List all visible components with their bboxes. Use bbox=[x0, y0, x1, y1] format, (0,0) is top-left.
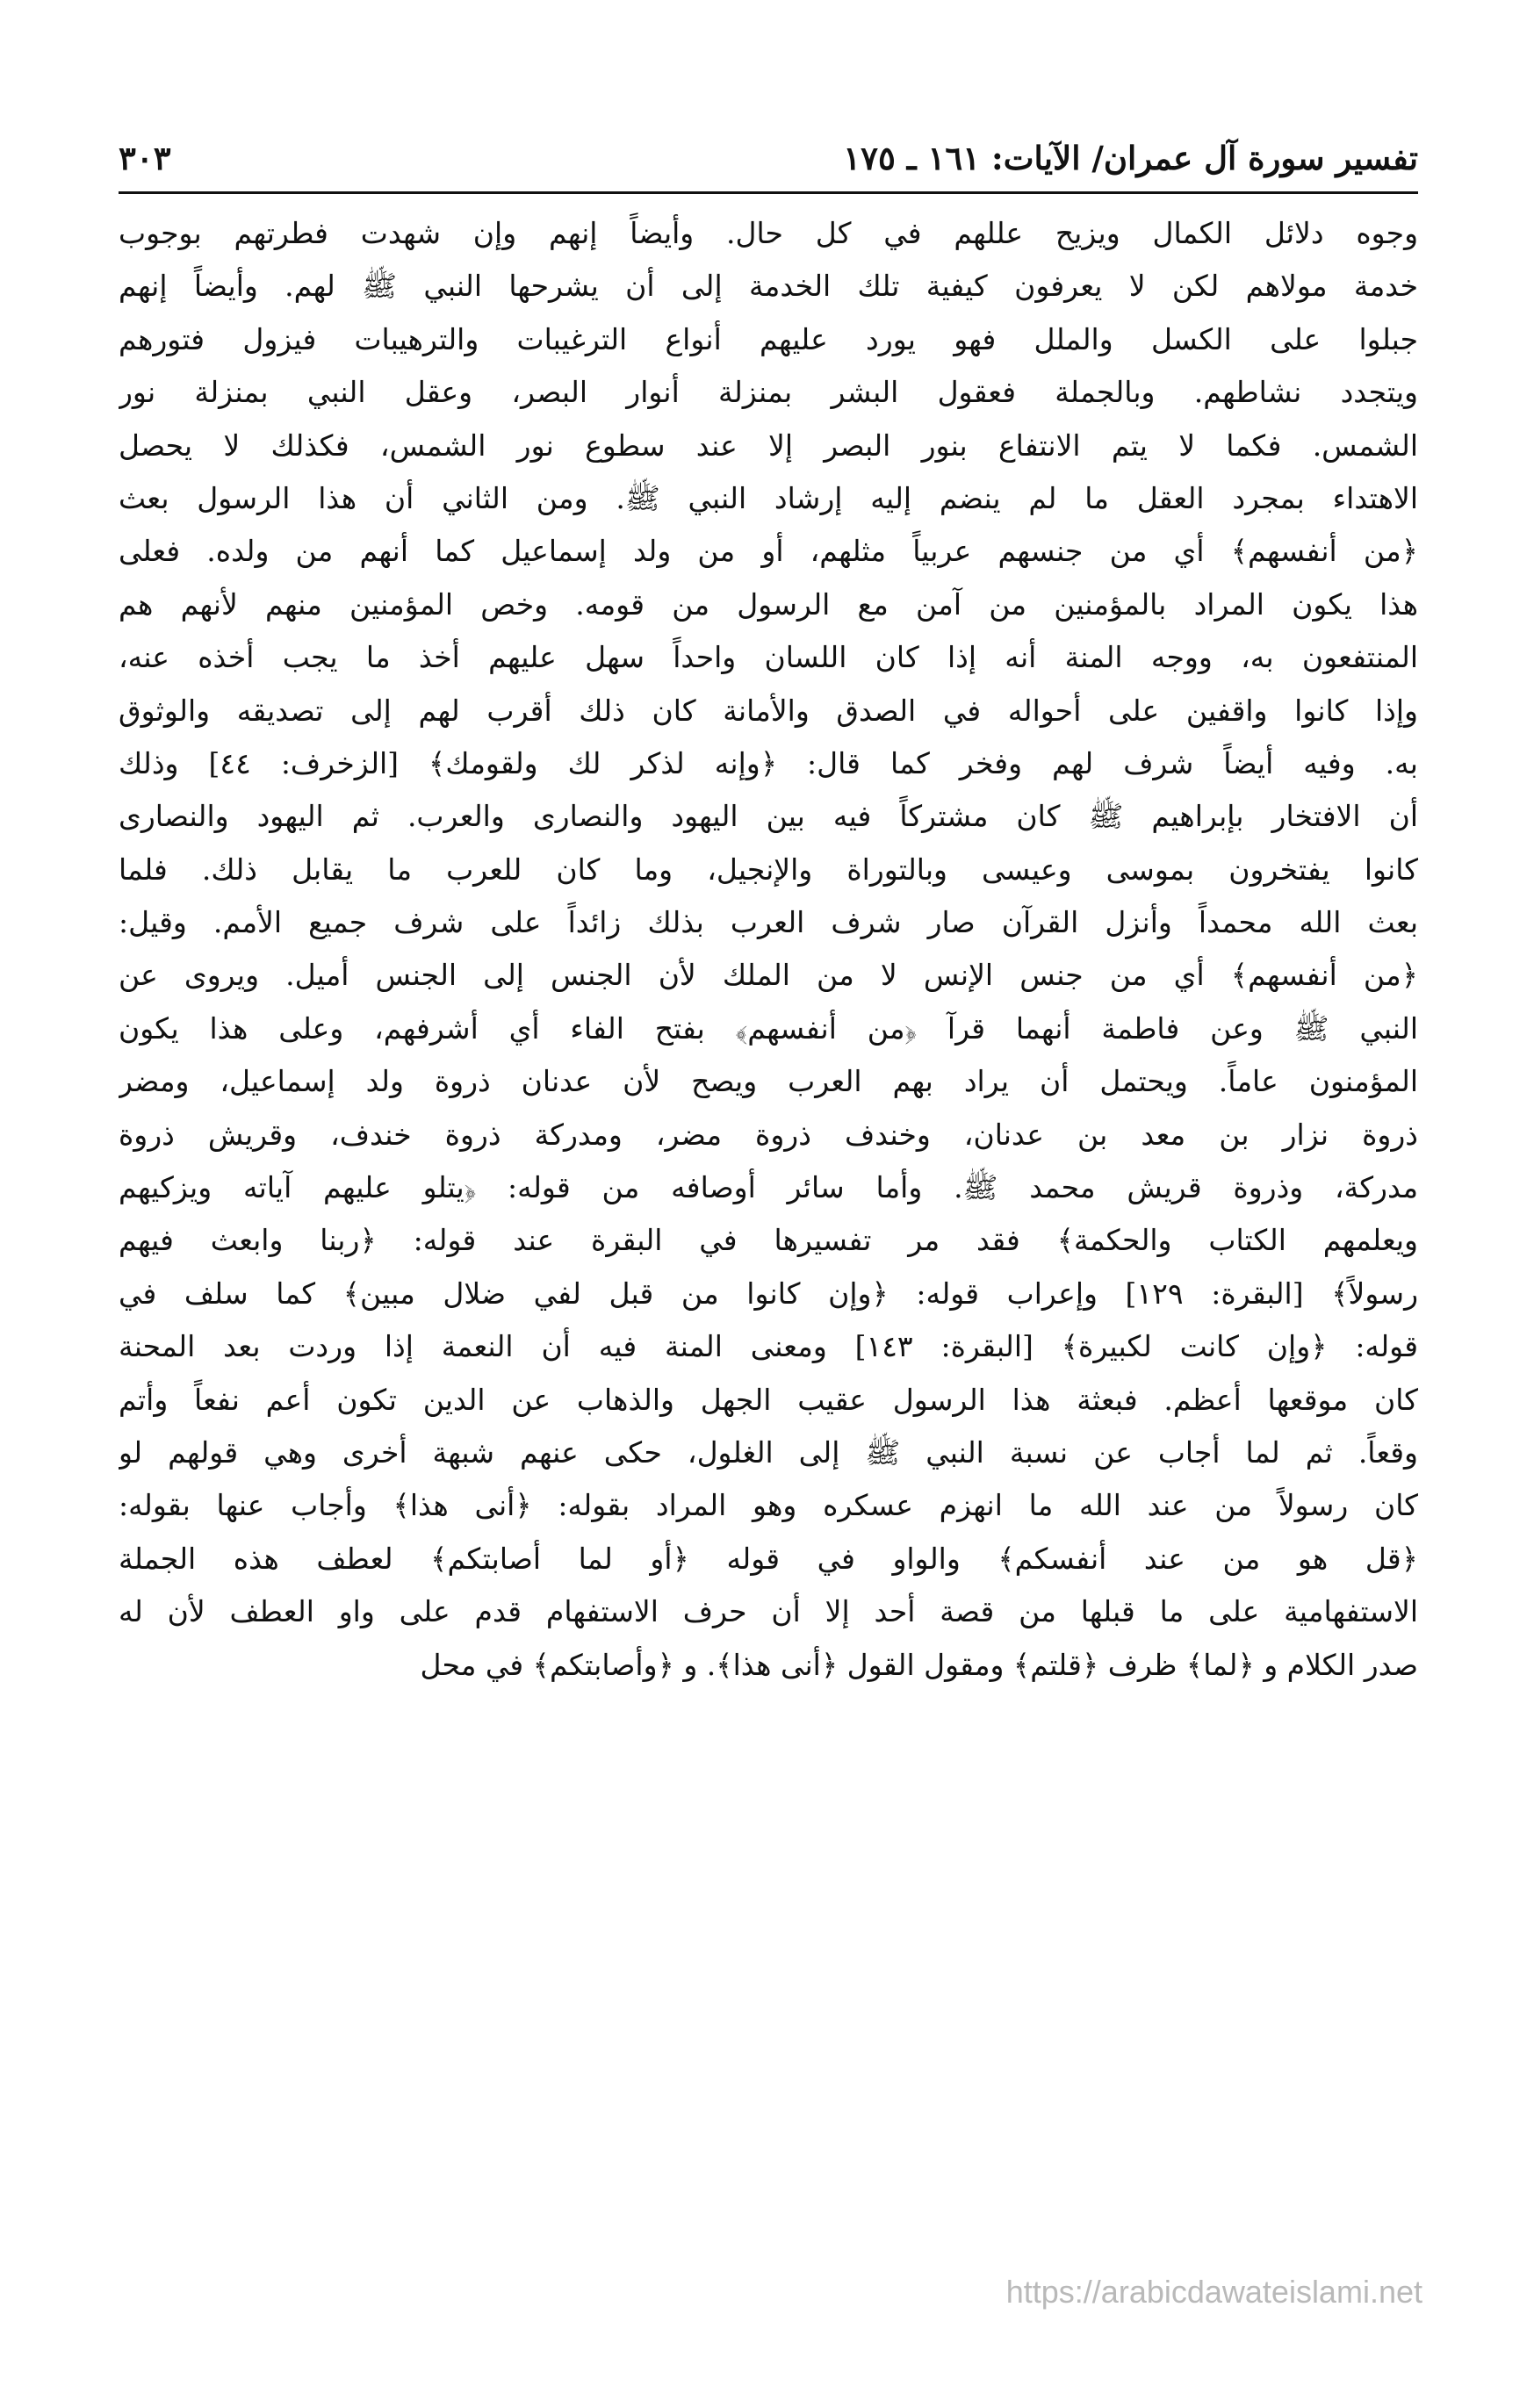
text-line: المنتفعون به، ووجه المنة أنه إذا كان اللسان واحداً سهل عليهم أخذ ما يجب أخذه عنه، bbox=[119, 640, 1418, 675]
text-line: رسولاً﴾ [البقرة: ١٢٩] وإعراب قوله: ﴿وإن كانوا من قبل لفي ضلال مبين﴾ كما سلف في bbox=[119, 1276, 1418, 1311]
text-line: ﴿من أنفسهم﴾ أي من جنسهم عربياً مثلهم، أو من ولد إسماعيل كما أنهم من ولده. فعلى bbox=[119, 534, 1418, 569]
text-line: ويعلمهم الكتاب والحكمة﴾ فقد مر تفسيرها في البقرة عند قوله: ﴿ربنا وابعث فيهم bbox=[119, 1223, 1418, 1258]
text-line: قوله: ﴿وإن كانت لكبيرة﴾ [البقرة: ١٤٣] ومعنى المنة فيه أن النعمة إذا وردت بعد المحنة bbox=[119, 1329, 1418, 1364]
header-divider bbox=[119, 191, 1418, 194]
text-line: جبلوا على الكسل والملل فهو يورد عليهم أنواع الترغيبات والترهيبات فيزول فتورهم bbox=[119, 321, 1418, 356]
text-line: النبي ﷺ وعن فاطمة أنهما قرآ ﴿من أنفسهم﴾ بفتح الفاء أي أشرفهم، وعلى هذا يكون bbox=[119, 1010, 1418, 1046]
text-line: ذروة نزار بن معد بن عدنان، وخندف ذروة مضر، ومدركة ذروة خندف، وقريش ذروة bbox=[119, 1117, 1418, 1152]
text-line: المؤمنون عاماً. ويحتمل أن يراد بهم العرب ويصح لأن عدنان ذروة ولد إسماعيل، ومضر bbox=[119, 1064, 1418, 1099]
text-line: به. وفيه أيضاً شرف لهم وفخر كما قال: ﴿وإنه لذكر لك ولقومك﴾ [الزخرف: ٤٤] وذلك bbox=[119, 745, 1418, 780]
text-line: الاستفهامية على ما قبلها من قصة أحد إلا أن حرف الاستفهام قدم على واو العطف لأن له bbox=[119, 1594, 1418, 1629]
text-line: وإذا كانوا واقفين على أحواله في الصدق والأمانة كان ذلك أقرب لهم إلى تصديقه والوثوق bbox=[119, 693, 1418, 728]
page-header bbox=[119, 132, 1418, 184]
text-line: خدمة مولاهم لكن لا يعرفون كيفية تلك الخدمة إلى أن يشرحها النبي ﷺ لهم. وأيضاً إنهم bbox=[119, 269, 1418, 304]
text-line: الاهتداء بمجرد العقل ما لم ينضم إليه إرشاد النبي ﷺ. ومن الثاني أن هذا الرسول بعث bbox=[119, 480, 1418, 515]
text-line: ﴿من أنفسهم﴾ أي من جنس الإنس لا من الملك لأن الجنس إلى الجنس أميل. ويروى عن bbox=[119, 958, 1418, 993]
body-text bbox=[119, 207, 1418, 1692]
text-line: كان رسولاً من عند الله ما انهزم عسكره وهو المراد بقوله: ﴿أنى هذا﴾ وأجاب عنها بقوله: bbox=[119, 1488, 1418, 1523]
text-line: مدركة، وذروة قريش محمد ﷺ. وأما سائر أوصافه من قوله: ﴿يتلو عليهم آياته ويزكيهم bbox=[119, 1170, 1418, 1205]
text-line: وقعاً. ثم لما أجاب عن نسبة النبي ﷺ إلى الغلول، حكى عنهم شبهة أخرى وهي قولهم لو bbox=[119, 1434, 1418, 1470]
text-line: صدر الكلام و ﴿لما﴾ ظرف ﴿قلتم﴾ ومقول القول ﴿أنى هذا﴾. و ﴿وأصابتكم﴾ في محل bbox=[420, 1647, 1418, 1682]
text-line: كان موقعها أعظم. فبعثة هذا الرسول عقيب الجهل والذهاب عن الدين تكون أعم نفعاً وأتم bbox=[119, 1382, 1418, 1417]
text-line: هذا يكون المراد بالمؤمنين من آمن مع الرسول من قومه. وخص المؤمنين منهم لأنهم هم bbox=[119, 586, 1418, 622]
watermark-url: https://arabicdawateislami.net bbox=[1005, 2274, 1422, 2310]
text-line: ﴿قل هو من عند أنفسكم﴾ والواو في قوله ﴿أو لما أصابتكم﴾ لعطف هذه الجملة bbox=[119, 1541, 1418, 1576]
text-line: وجوه دلائل الكمال ويزيح عللهم في كل حال. وأيضاً إنهم وإن شهدت فطرتهم بوجوب bbox=[119, 216, 1418, 250]
text-line: أن الافتخار بإبراهيم ﷺ كان مشتركاً فيه بين اليهود والنصارى والعرب. ثم اليهود والنصارى bbox=[119, 799, 1418, 834]
text-line: كانوا يفتخرون بموسى وعيسى وبالتوراة والإنجيل، وما كان للعرب ما يقابل ذلك. فلما bbox=[119, 852, 1418, 887]
text-line: ويتجدد نشاطهم. وبالجملة فعقول البشر بمنزلة أنوار البصر، وعقل النبي بمنزلة نور bbox=[119, 375, 1418, 410]
text-line: بعث الله محمداً وأنزل القرآن صار شرف العرب بذلك زائداً على شرف جميع الأمم. وقيل: bbox=[119, 905, 1418, 940]
running-title: تفسير سورة آل عمران/ الآيات: ١٦١ ـ ١٧٥ bbox=[843, 139, 1418, 177]
text-line: الشمس. فكما لا يتم الانتفاع بنور البصر إلا عند سطوع نور الشمس، فكذلك لا يحصل bbox=[119, 428, 1418, 463]
page-number: ٣٠٣ bbox=[119, 139, 171, 177]
